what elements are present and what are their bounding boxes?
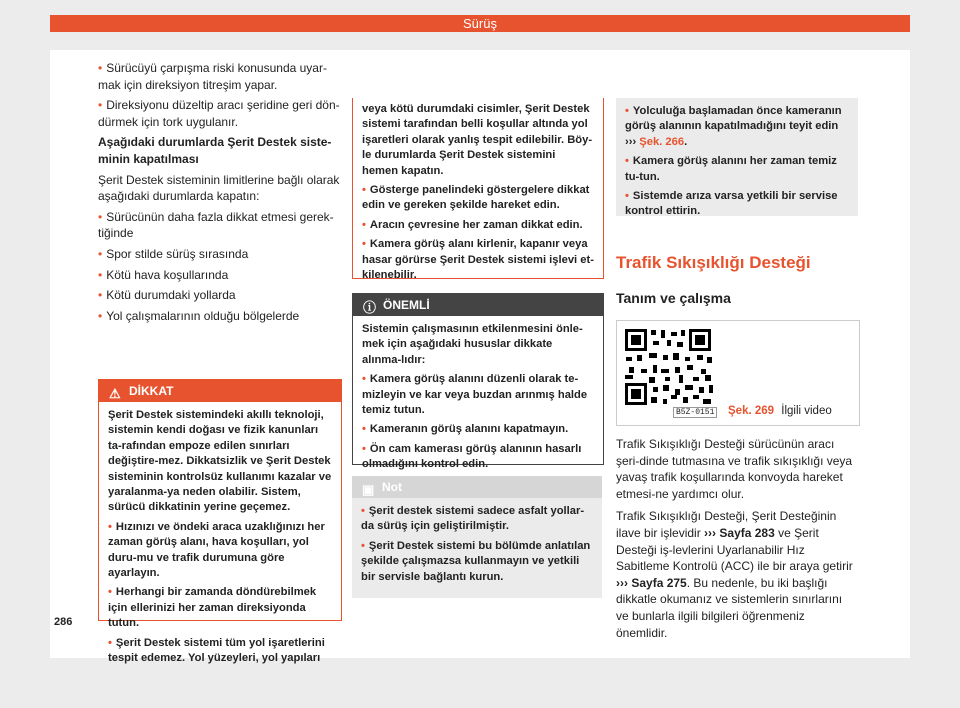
page-header: Sürüş: [50, 15, 910, 32]
list-item: • Sistemde arıza varsa yetkili bir servise kontrol ettirin.: [625, 189, 849, 220]
list-item: • Şerit Destek sistemi tüm yol işaretlerini tespit edemez. Yol yüzeyleri, yol yapıları: [108, 636, 332, 667]
subheading: Aşağıdaki durumlarda Şerit Destek siste-minin kapatılması: [98, 135, 332, 166]
section-body: [616, 436, 858, 647]
paragraph: Şerit Destek sisteminin limitlerine bağlı olarak aşağıdaki durumlarda kapatın:: [98, 172, 340, 204]
warning-continued-text: veya kötü durumdaki cisimler, Şerit Destek sistemi tarafından belli koşullar altında yol işaretleri olarak yanlış tespit edilebilir. Böy-le durumlarda Şerit Destek sistemini hemen kapatın.: [362, 103, 593, 177]
important-text: Sistemin çalışmasının etkilenmesini önle-mek için aşağıdaki hususlar dikkate alınma-lıdır:: [362, 323, 583, 366]
list-item: • Sürücüyü çarpışma riski konusunda uyar-mak için direksiyon titreşim yapar.: [98, 60, 340, 93]
note-header: [352, 476, 602, 498]
warning-box: [98, 379, 342, 665]
list-item: • Yol çalışmalarının olduğu bölgelerde: [98, 308, 340, 325]
list-item: • Gösterge panelindeki göstergelere dikkat edin ve gereken şekilde hareket edin.: [362, 183, 594, 214]
list-item: • Kamera görüş alanını her zaman temiz tu-tun.: [625, 154, 849, 185]
list-item: • Yolculuğa başlamadan önce kameranın görüş alanının kapatılmadığını teyit edin ››› Şek. 266.: [625, 104, 849, 150]
list-item: • Kötü durumdaki yollarda: [98, 287, 340, 304]
list-item: • Herhangi bir zamanda döndürebilmek için ellerinizi her zaman direksiyonda tutun.: [108, 585, 332, 631]
list-item: • Ön cam kamerası görüş alanının hasarlı olmadığını kontrol edin.: [362, 442, 594, 473]
list-item: • Kamera görüş alanını düzenli olarak te-mizleyin ve kar veya buzdan arınmış halde temiz tutun.: [362, 372, 594, 418]
warning-continued-body: [353, 98, 603, 291]
section-title: Trafik Sıkışıklığı Desteği: [616, 253, 811, 272]
warning-triangle-icon: ⚠: [109, 386, 121, 401]
warning-title: DİKKAT: [129, 384, 174, 398]
important-box: [352, 293, 604, 471]
list-item: • Aracın çevresine her zaman dikkat edin.: [362, 218, 594, 233]
list-item: • Şerit Destek sistemi bu bölümde anlatılan şekilde çalışmazsa kullanmayın ve yetkili bir servisle bağlantı kurun.: [361, 539, 593, 585]
figure-caption: [728, 405, 832, 417]
paragraph: Trafik Sıkışıklığı Desteği, Şerit Desteğinin ilave bir işlevidir ››› Sayfa 283 ve Şerit Desteği iş-levlerini Uyarlanabilir Hız Sabitleme Kontrolü (ACC) ile bir araya getirir ››› Sayfa 275. Bu nedenle, bu iki başlığı dikkatle okumanız ve sistemlerin sınırlarını ve bunlarla ilgili bilgileri öğrenmeniz önemlidir.: [616, 509, 853, 640]
warning-text: Şerit Destek sistemindeki akıllı teknoloji, sistemin kendi doğası ve fizik kanunları ta-rafından empoze edilen sınırları değiştire-mez. Dikkatsizlik ve Şerit Destek sisteminin kontrolsüz kullanımı kazalar ve yaralanma-ya neden olabilir. Sistem, sürücü dikkatinin yerine geçemez.: [108, 409, 332, 514]
note-icon: ▣: [362, 482, 375, 497]
manual-page: [50, 50, 910, 665]
figure-code: B5Z-0151: [673, 407, 717, 418]
qr-code-icon[interactable]: [623, 327, 715, 419]
figure-box: [616, 320, 860, 426]
warning-continued-box: [352, 98, 604, 282]
note-body: [352, 498, 602, 595]
list-item: • Direksiyonu düzeltip aracı şeridine geri dön-dürmek için tork uygulanır.: [98, 97, 340, 130]
paragraph: Trafik Sıkışıklığı Desteği sürücünün aracı şeri-dinde tutmasına ve trafik sıkışıklığı veya yavaş trafik koşullarında konvoyda hareket etmesi-ne yardımcı olur.: [616, 437, 853, 501]
list-item: • Şerit destek sistemi sadece asfalt yollar-da sürüş için geliştirilmiştir.: [361, 504, 593, 535]
figure-ref: Şek. 269: [728, 405, 775, 417]
page-link[interactable]: ››› Sayfa 275: [616, 575, 687, 590]
list-item: • Sürücünün daha fazla dikkat etmesi gerek-tiğinde: [98, 209, 340, 242]
note-box: [352, 476, 602, 598]
page-link[interactable]: ››› Sayfa 283: [704, 525, 775, 540]
list-item: • Kötü hava koşullarında: [98, 267, 340, 284]
column-left: [98, 50, 340, 328]
important-body: [353, 316, 603, 483]
page-number: 286: [54, 616, 73, 628]
list-item: • Kameranın görüş alanını kapatmayın.: [362, 422, 594, 437]
list-item: • Spor stilde sürüş sırasında: [98, 246, 340, 263]
list-item: • Hızınızı ve öndeki araca uzaklığınızı her zaman görüş alanı, hava koşulları, yol duru-mu ve trafik durumuna göre ayarlayın.: [108, 520, 332, 582]
important-title: ÖNEMLİ: [383, 298, 430, 312]
figure-link[interactable]: ››› Şek. 266: [625, 135, 685, 148]
warning-header: [99, 380, 341, 402]
tips-body: [616, 98, 858, 230]
figure-caption-text: İlgili video: [781, 405, 832, 417]
important-header: [353, 294, 603, 316]
list-item: • Kamera görüş alanı kirlenir, kapanır veya hasar görürse Şerit Destek sistemi işlevi et-kilenebilir.: [362, 237, 594, 283]
tips-box: [616, 98, 858, 216]
note-title: Not: [382, 480, 402, 494]
warning-body: [99, 402, 341, 677]
section-subtitle: Tanım ve çalışma: [616, 290, 731, 306]
info-circle-icon: ⓘ: [363, 300, 377, 315]
